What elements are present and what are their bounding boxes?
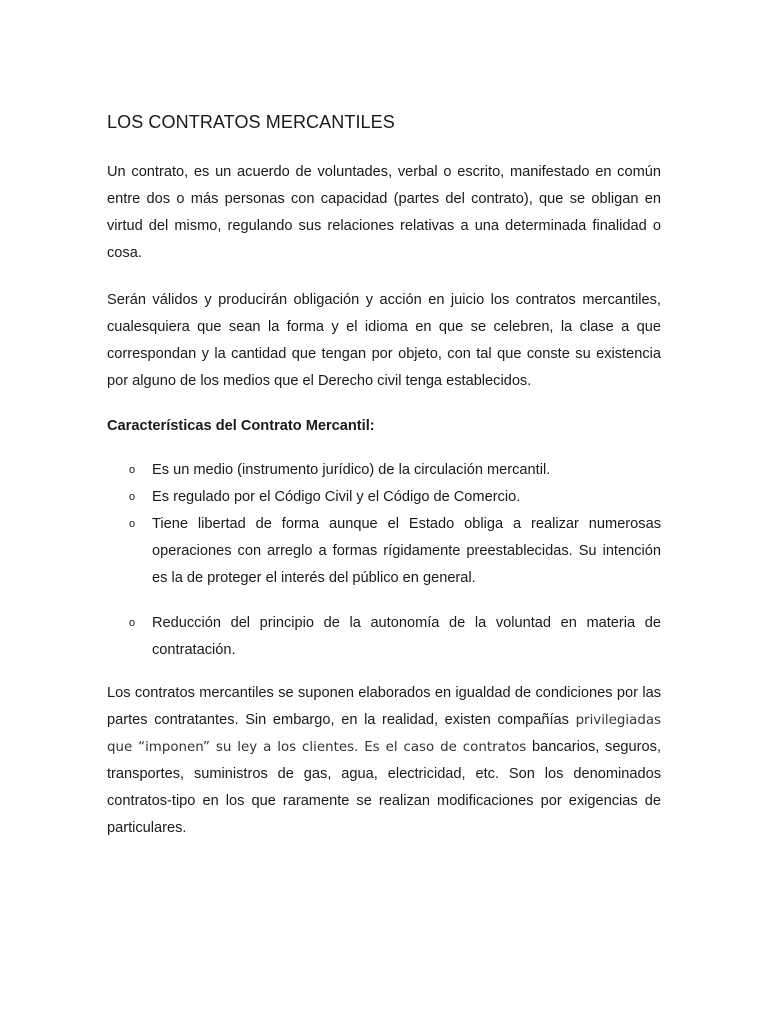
- bullet-circle-icon: o: [129, 617, 136, 629]
- paragraph-text-part2: privilegiadas que “imponen” su ley a los clientes. Es el caso de contratos: [107, 713, 661, 755]
- bullet-circle-icon: o: [129, 518, 136, 530]
- document-title: LOS CONTRATOS MERCANTILES: [107, 112, 395, 132]
- section-heading-characteristics: Características del Contrato Mercantil:: [107, 418, 375, 434]
- bullet-circle-icon: o: [129, 491, 136, 503]
- paragraph-text-part1: Los contratos mercantiles se suponen elaborados en igualdad de condiciones por las partes contratantes. Sin embargo, en la realidad, existen compañías: [107, 685, 661, 728]
- list-item-text: Reducción del principio de la autonomía de la voluntad en materia de contratación.: [152, 615, 661, 658]
- paragraph-adhesion-contracts: [107, 680, 661, 842]
- characteristics-list: [107, 457, 661, 664]
- list-item: [107, 511, 661, 592]
- list-item-text: Es un medio (instrumento jurídico) de la circulación mercantil.: [152, 462, 551, 478]
- list-item: [107, 484, 661, 511]
- bullet-circle-icon: o: [129, 464, 136, 476]
- list-item-text: Es regulado por el Código Civil y el Código de Comercio.: [152, 489, 521, 505]
- list-item: [107, 457, 661, 484]
- list-item-text: Tiene libertad de forma aunque el Estado obliga a realizar numerosas operaciones con arreglo a formas rígidamente preestablecidas. Su intención es la de proteger el interés del público en general.: [152, 516, 661, 586]
- paragraph-validity: Serán válidos y producirán obligación y acción en juicio los contratos mercantiles, cualesquiera que sean la forma y el idioma en que se celebren, la clase a que correspondan y la cantidad que tengan por objeto, con tal que conste su existencia por alguno de los medios que el Derecho civil tenga establecidos.: [107, 292, 661, 389]
- list-item: [107, 610, 661, 664]
- paragraph-definition: Un contrato, es un acuerdo de voluntades, verbal o escrito, manifestado en común entre dos o más personas con capacidad (partes del contrato), que se obligan en virtud del mismo, regulando sus relaciones relativas a una determinada finalidad o cosa.: [107, 164, 661, 261]
- paragraph-text-part3: bancarios, seguros, transportes, suministros de gas, agua, electricidad, etc. Son los denominados contratos-tipo en los que raramente se realizan modificaciones por exigencias de particulares.: [107, 739, 661, 836]
